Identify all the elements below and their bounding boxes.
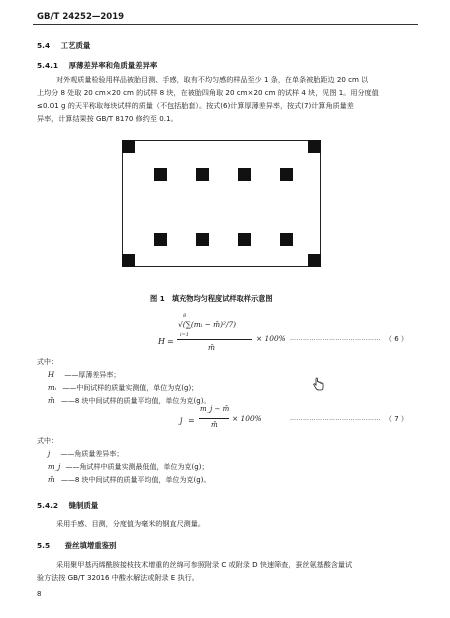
section-5-5-heading: 5.5 蚕丝填增重鉴别 xyxy=(37,541,117,550)
figure-caption: 图 1 填充物均匀程度试样取样示意图 xyxy=(150,294,273,303)
formula-numerator: m_j − m̄ xyxy=(200,405,230,413)
corner-specimen xyxy=(308,140,321,153)
fraction-bar xyxy=(177,339,252,340)
standard-number: GB/T 24252—2019 xyxy=(37,12,125,22)
paragraph-line: 对外观质量检验用样品被胎目测、手感，取有不均匀感的样品至少 1 条，在单条被胎距边 20 cm 以 xyxy=(56,75,369,84)
leader-dots: …………………………………… xyxy=(290,415,381,422)
paragraph-line: 上均分 8 处取 20 cm×20 cm 的试样 8 块，在被胎四角取 20 cm×20 cm 的试样 4 块，见图 1。用分度值 xyxy=(37,88,379,97)
where-label: 式中： xyxy=(37,358,58,366)
section-5-4-1-heading: 5.4.1 厚薄差异率和角质量差异率 xyxy=(37,61,158,70)
paragraph-line: 验方法按 GB/T 32016 中酸水解法或附录 E 执行。 xyxy=(37,573,199,582)
equation-number: （ 6 ） xyxy=(385,335,408,343)
formula-denominator: m̄ xyxy=(211,421,218,429)
middle-specimen xyxy=(196,233,209,246)
leader-dots: …………………………………… xyxy=(290,335,381,342)
definition-row: H ——厚薄差异率； xyxy=(48,371,121,379)
middle-specimen xyxy=(196,168,209,181)
definition-row: m̄ ——8 块中间试样的质量平均值，单位为克(g)。 xyxy=(48,397,211,405)
formula-lhs: H xyxy=(158,337,165,346)
paragraph-line: ≤0.01 g 的天平称取每块试样的质量（不包括胎套）。按式(6)计算厚薄差异率，按式(7)计算角质量差 xyxy=(37,101,354,110)
sum-lower-limit: i=1 xyxy=(180,332,189,338)
equals-sign: = xyxy=(188,416,195,425)
middle-specimen xyxy=(238,168,251,181)
definition-row: mᵢ ——中间试样的质量实测值，单位为克(g)； xyxy=(48,384,199,392)
section-5-4-heading: 5.4 工艺质量 xyxy=(37,41,91,50)
middle-specimen xyxy=(280,233,293,246)
corner-specimen xyxy=(308,254,321,267)
middle-specimen xyxy=(154,233,167,246)
page-number: 8 xyxy=(37,590,42,598)
paragraph-line: 采用手感、目测，分度值为毫米的钢直尺测量。 xyxy=(56,519,205,528)
middle-specimen xyxy=(154,168,167,181)
definition-row: m_j ——角试样中质量实测最低值，单位为克(g)； xyxy=(48,463,209,471)
formula-percent: × 100% xyxy=(256,334,286,343)
corner-specimen xyxy=(122,254,135,267)
formula-numerator: √(∑(mᵢ − m̄)²/7) xyxy=(178,320,237,329)
middle-specimen xyxy=(280,168,293,181)
sampling-diagram xyxy=(122,140,321,267)
paragraph-line: 采用聚甲基丙烯酰胺接枝技术增重的丝绵可参照附录 C 或附录 D 快速筛查，蚕丝氨基酸含量试 xyxy=(56,560,353,569)
middle-specimen xyxy=(238,233,251,246)
hand-pointer-icon xyxy=(311,377,325,391)
definition-row: m̄ ——8 块中间试样的质量平均值，单位为克(g)。 xyxy=(48,476,211,484)
where-label: 式中： xyxy=(37,437,58,445)
header-rule xyxy=(33,24,418,25)
formula-denominator: m̄ xyxy=(208,343,216,352)
equation-number: （ 7 ） xyxy=(385,415,408,423)
section-5-4-2-heading: 5.4.2 缝制质量 xyxy=(37,501,99,510)
formula-lhs: j xyxy=(180,416,183,425)
paragraph-line: 异率，计算结果按 GB/T 8170 修约至 0.1。 xyxy=(37,114,178,123)
sum-upper-limit: 8 xyxy=(183,313,187,319)
formula-percent: × 100% xyxy=(232,414,262,423)
corner-specimen xyxy=(122,140,135,153)
equals-sign: = xyxy=(167,337,174,346)
fraction-bar xyxy=(199,418,229,419)
definition-row: j ——角质量差异率； xyxy=(48,450,124,458)
